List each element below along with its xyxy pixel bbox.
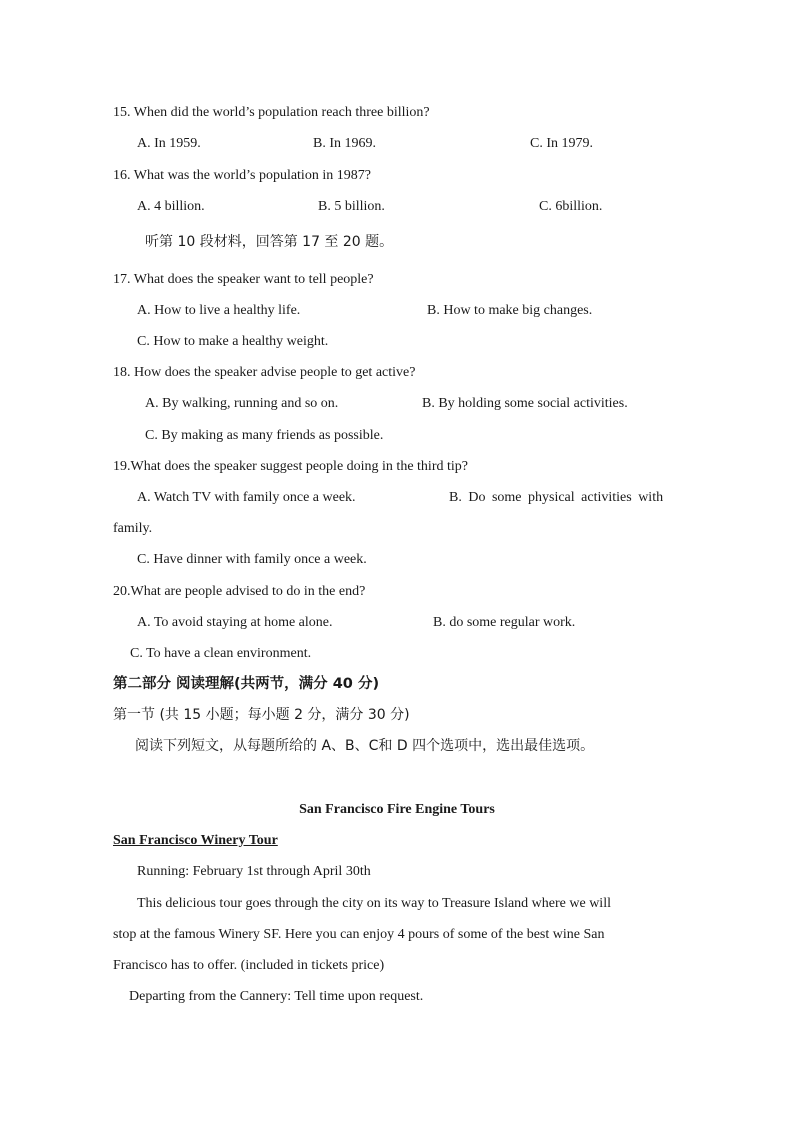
q17-option-c: C. How to make a healthy weight. [137,334,329,349]
tour-name: San Francisco Winery Tour [113,833,278,848]
q16-option-b: B. 5 billion. [318,199,385,214]
q15-option-a: A. In 1959. [137,136,201,151]
q18-option-a: A. By walking, running and so on. [145,396,339,411]
q19-option-b-continued: family. [113,521,153,536]
passage-line-1: This delicious tour goes through the city on its way to Treasure Island where we will [137,896,611,911]
tour-running-dates: Running: February 1st through April 30th [137,864,371,879]
q16-option-a: A. 4 billion. [137,199,205,214]
q20-option-a: A. To avoid staying at home alone. [137,615,333,630]
question-16: 16. What was the world’s population in 1987? [113,168,371,183]
question-18: 18. How does the speaker advise people to get active? [113,365,416,380]
part-two-title: 第二部分 阅读理解(共两节，满分 40 分) [113,676,380,692]
departing-info: Departing from the Cannery: Tell time upon request. [129,989,424,1004]
q18-option-c: C. By making as many friends as possible. [145,428,384,443]
passage-title: San Francisco Fire Engine Tours [299,802,495,817]
passage-line-2: stop at the famous Winery SF. Here you can enjoy 4 pours of some of the best wine San [113,927,605,942]
q19-option-b: B. Do some physical activities with [449,490,664,505]
q19-option-c: C. Have dinner with family once a week. [137,552,367,567]
q18-option-b: B. By holding some social activities. [422,396,628,411]
q19-option-a: A. Watch TV with family once a week. [137,490,356,505]
q17-option-b: B. How to make big changes. [427,303,593,318]
section-10-instruction: 听第 10 段材料，回答第 17 至 20 题。 [145,234,394,250]
question-20: 20.What are people advised to do in the end? [113,584,366,599]
q20-option-c: C. To have a clean environment. [130,646,312,661]
passage-line-3: Francisco has to offer. (included in tickets price) [113,958,385,973]
reading-instruction: 阅读下列短文，从每题所给的 A、B、C和 D 四个选项中，选出最佳选项。 [135,738,595,754]
q15-option-b: B. In 1969. [313,136,376,151]
section-one-title: 第一节 (共 15 小题；每小题 2 分，满分 30 分) [113,707,410,723]
q16-option-c: C. 6billion. [539,199,603,214]
question-19: 19.What does the speaker suggest people doing in the third tip? [113,459,468,474]
question-15: 15. When did the world’s population reach three billion? [113,105,430,120]
q15-option-c: C. In 1979. [530,136,593,151]
q17-option-a: A. How to live a healthy life. [137,303,301,318]
q20-option-b: B. do some regular work. [433,615,576,630]
question-17: 17. What does the speaker want to tell people? [113,272,374,287]
